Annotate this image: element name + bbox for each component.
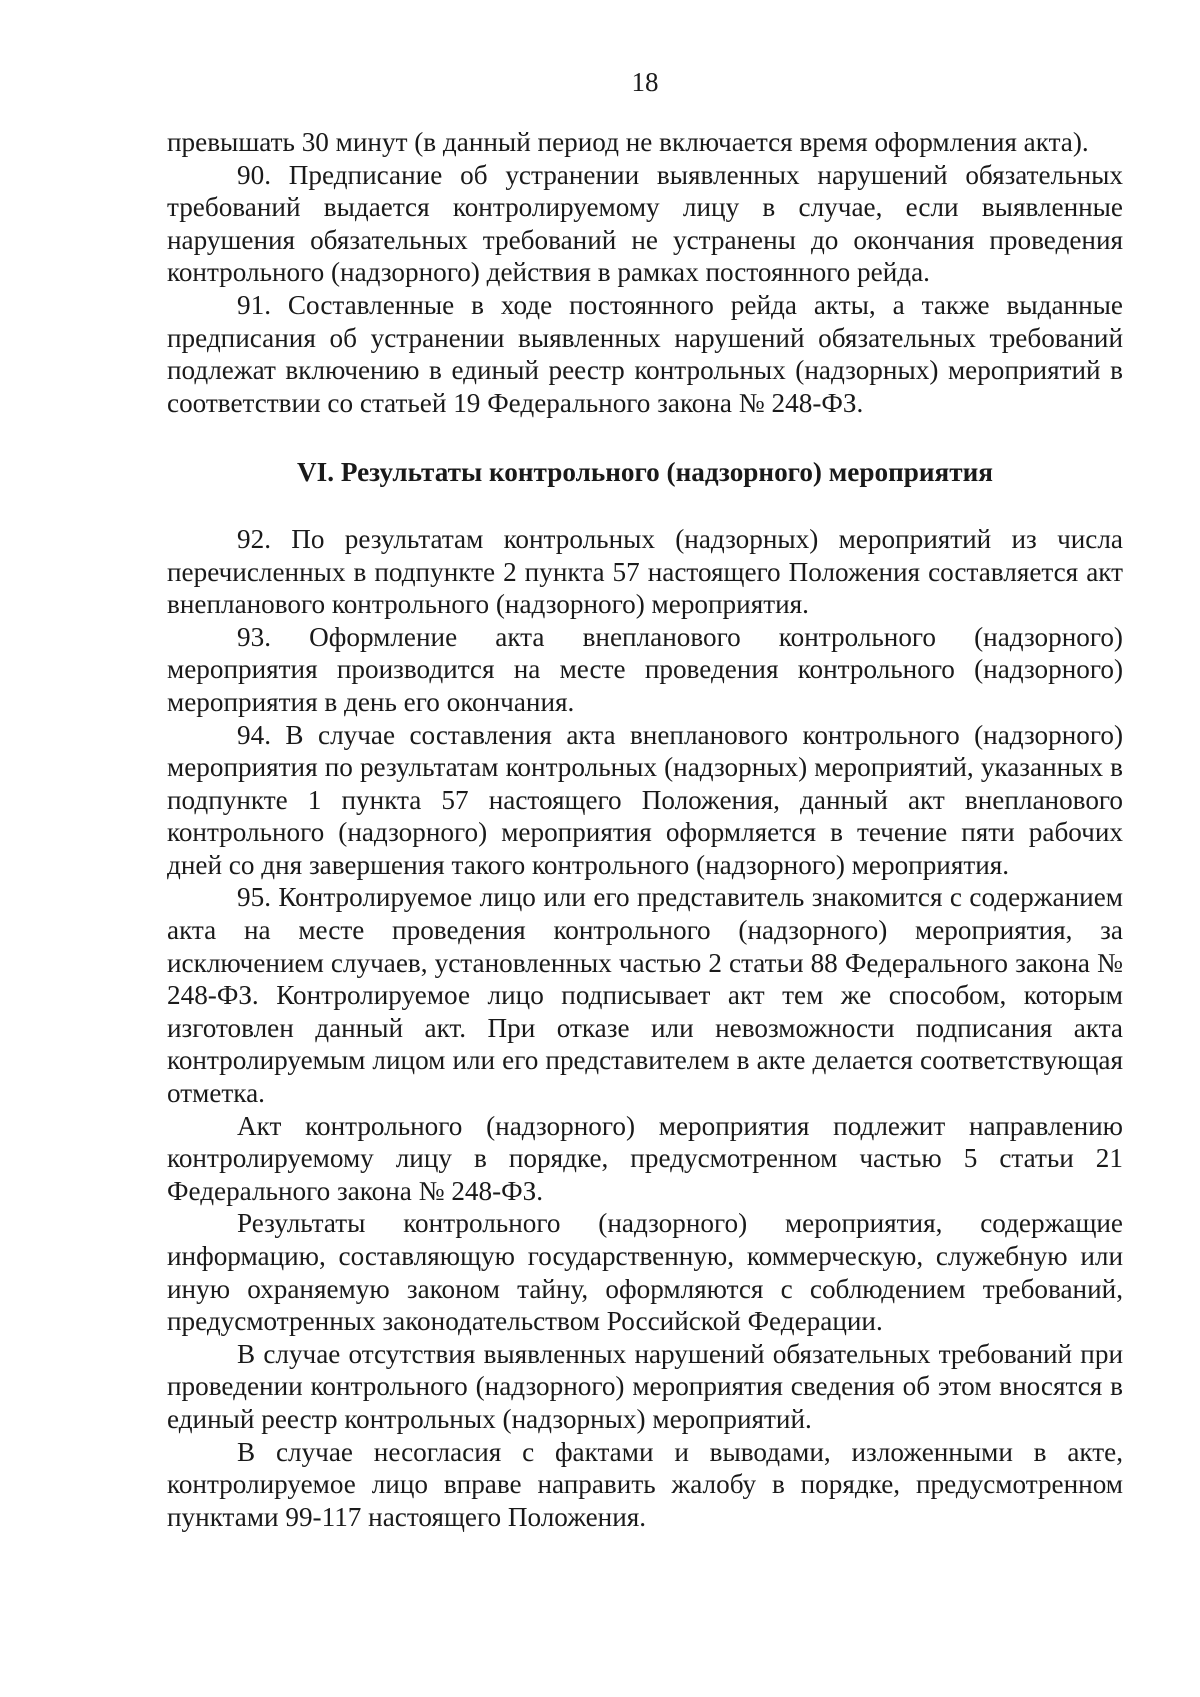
- paragraph-act-direction: Акт контрольного (надзорного) мероприятия подлежит направлению контролируемому лицу в порядке, предусмотренном частью 5 статьи 21 Федерального закона № 248-ФЗ.: [167, 1110, 1123, 1206]
- paragraph-92: 92. По результатам контрольных (надзорных) мероприятий из числа перечисленных в подпункте 2 пункта 57 настоящего Положения составляется акт внепланового контрольного (надзорного) мероприятия.: [167, 523, 1123, 620]
- paragraph-95: 95. Контролируемое лицо или его представитель знакомится с содержанием акта на месте проведения контрольного (надзорного) мероприятия, за исключением случаев, установленных частью 2 статьи 88 Федерального закона № 248-ФЗ. Контролируемое лицо подписывает акт тем же способом, которым изготовлен данный акт. При отказе или невозможности подписания акта контролируемым лицом или его представителем в акте делается соответствующая отметка.: [167, 882, 1123, 1109]
- page-number: 18: [631, 67, 659, 97]
- paragraph-93: 93. Оформление акта внепланового контрольного (надзорного) мероприятия производится на месте проведения контрольного (надзорного) мероприятия в день его окончания.: [167, 621, 1123, 717]
- paragraph-no-violations: В случае отсутствия выявленных нарушений обязательных требований при проведении контрольного (надзорного) мероприятия сведения об этом вносятся в единый реестр контрольных (надзорных) мероприятий.: [167, 1338, 1123, 1434]
- section-heading: VI. Результаты контрольного (надзорного) мероприятия: [297, 457, 993, 488]
- paragraph-94: 94. В случае составления акта внепланового контрольного (надзорного) мероприятия по результатам контрольных (надзорных) мероприятий, указанных в подпункте 1 пункта 57 настоящего Положения, данный акт внепланового контрольного (надзорного) мероприятия оформляется в течение пяти рабочих дней со дня завершения такого контрольного (надзорного) мероприятия.: [167, 719, 1123, 880]
- paragraph-continuation: превышать 30 минут (в данный период не включается время оформления акта).: [167, 127, 1089, 157]
- document-body: [167, 126, 1123, 1533]
- paragraph-91: 91. Составленные в ходе постоянного рейда акты, а также выданные предписания об устранении выявленных нарушений обязательных требований подлежат включению в единый реестр контрольных (надзорных) мероприятий в соответствии со статьей 19 Федерального закона № 248-ФЗ.: [167, 289, 1123, 418]
- paragraph-disagreement: В случае несогласия с фактами и выводами, изложенными в акте, контролируемое лицо вправе направить жалобу в порядке, предусмотренном пунктами 99-117 настоящего Положения.: [167, 1436, 1123, 1532]
- paragraph-secret-info: Результаты контрольного (надзорного) мероприятия, содержащие информацию, составляющую государственную, коммерческую, служебную или иную охраняемую законом тайну, оформляются с соблюдением требований, предусмотренных законодательством Российской Федерации.: [167, 1208, 1123, 1337]
- paragraph-90: 90. Предписание об устранении выявленных нарушений обязательных требований выдается контролируемому лицу в случае, если выявленные нарушения обязательных требований не устранены до окончания проведения контрольного (надзорного) действия в рамках постоянного рейда.: [167, 159, 1123, 288]
